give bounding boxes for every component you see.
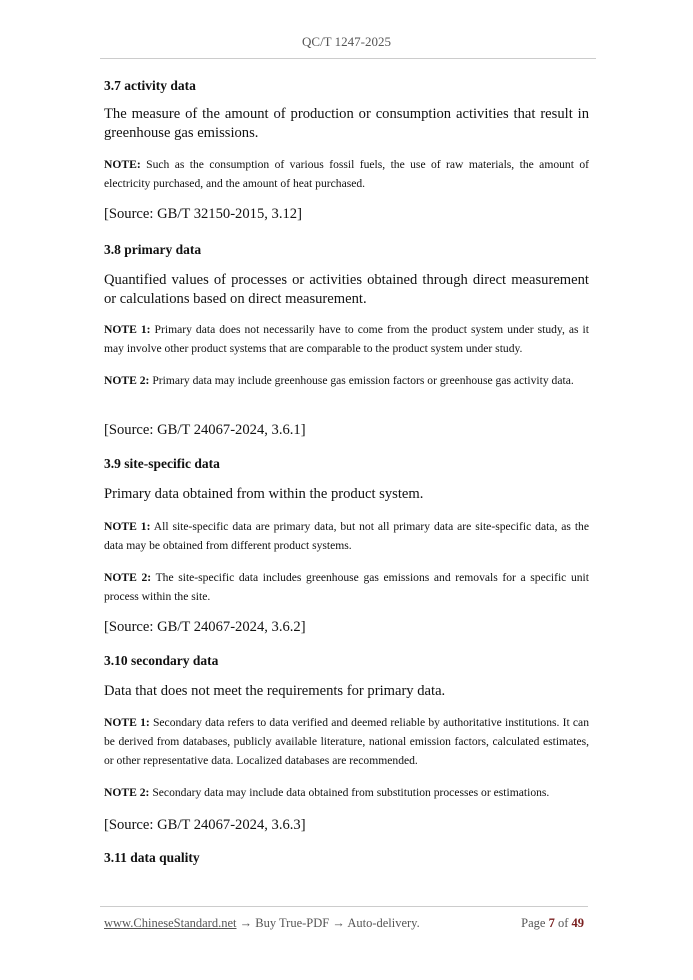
section-heading: 3.10 secondary data bbox=[104, 653, 219, 668]
header-divider bbox=[100, 58, 596, 59]
note-label: NOTE 2: bbox=[104, 571, 152, 584]
note bbox=[104, 517, 589, 555]
definition: Quantified values of processes or activities obtained through direct measurement or calculations based on direct measurement. bbox=[104, 272, 589, 307]
definition: The measure of the amount of production or consumption activities that result in greenhouse gas emissions. bbox=[104, 106, 589, 141]
note-label: NOTE 1: bbox=[104, 520, 151, 533]
source: [Source: GB/T 24067-2024, 3.6.1] bbox=[104, 422, 306, 438]
note-text: Primary data may include greenhouse gas emission factors or greenhouse gas activity data. bbox=[152, 374, 574, 387]
note-text: Primary data does not necessarily have to come from the product system under study, as it may involve other product systems that are comparable to the product system under study. bbox=[104, 323, 589, 355]
footer-step: Buy True-PDF bbox=[255, 916, 330, 930]
section-heading: 3.8 primary data bbox=[104, 242, 202, 257]
footer bbox=[104, 916, 584, 931]
arrow-icon: → bbox=[332, 916, 345, 930]
note-label: NOTE: bbox=[104, 158, 141, 171]
of-label: of bbox=[557, 916, 569, 930]
note bbox=[104, 320, 589, 358]
source: [Source: GB/T 32150-2015, 3.12] bbox=[104, 206, 302, 222]
note bbox=[104, 155, 589, 193]
section-heading: 3.7 activity data bbox=[104, 78, 196, 93]
definition: Data that does not meet the requirements for primary data. bbox=[104, 683, 446, 699]
note-label: NOTE 1: bbox=[104, 323, 151, 336]
website-link[interactable]: www.ChineseStandard.net bbox=[104, 916, 237, 930]
note-label: NOTE 1: bbox=[104, 716, 150, 729]
note-text: Secondary data may include data obtained from substitution processes or estimations. bbox=[152, 786, 550, 799]
footer-step: Auto-delivery. bbox=[347, 916, 420, 930]
section-heading: 3.9 site-specific data bbox=[104, 456, 220, 471]
total-pages: 49 bbox=[571, 916, 584, 930]
document-id-header: QC/T 1247-2025 bbox=[302, 34, 391, 49]
note-label: NOTE 2: bbox=[104, 786, 150, 799]
definition: Primary data obtained from within the product system. bbox=[104, 486, 424, 502]
note bbox=[104, 371, 589, 390]
source: [Source: GB/T 24067-2024, 3.6.3] bbox=[104, 817, 306, 833]
footer-divider bbox=[100, 906, 588, 907]
note-text: The site-specific data includes greenhouse gas emissions and removals for a specific unit process within the site. bbox=[104, 571, 589, 603]
note-label: NOTE 2: bbox=[104, 374, 150, 387]
section-heading: 3.11 data quality bbox=[104, 850, 200, 865]
note bbox=[104, 783, 589, 802]
note bbox=[104, 568, 589, 606]
note-text: Secondary data refers to data verified and deemed reliable by authoritative institutions. It can be derived from databases, publicly available literature, national emission factors, calculated estimates, or other representative data. Localized databases are recommended. bbox=[104, 716, 590, 767]
page-number bbox=[521, 916, 584, 931]
note-text: Such as the consumption of various fossil fuels, the use of raw materials, the amount of electricity purchased, and the amount of heat purchased. bbox=[104, 158, 589, 190]
note bbox=[104, 713, 589, 770]
source: [Source: GB/T 24067-2024, 3.6.2] bbox=[104, 619, 306, 635]
current-page: 7 bbox=[548, 916, 555, 930]
arrow-icon: → bbox=[239, 916, 253, 930]
note-text: All site-specific data are primary data, but not all primary data are site-specific data, as the data may be obtained from different product systems. bbox=[104, 520, 590, 552]
page-label: Page bbox=[521, 916, 546, 930]
